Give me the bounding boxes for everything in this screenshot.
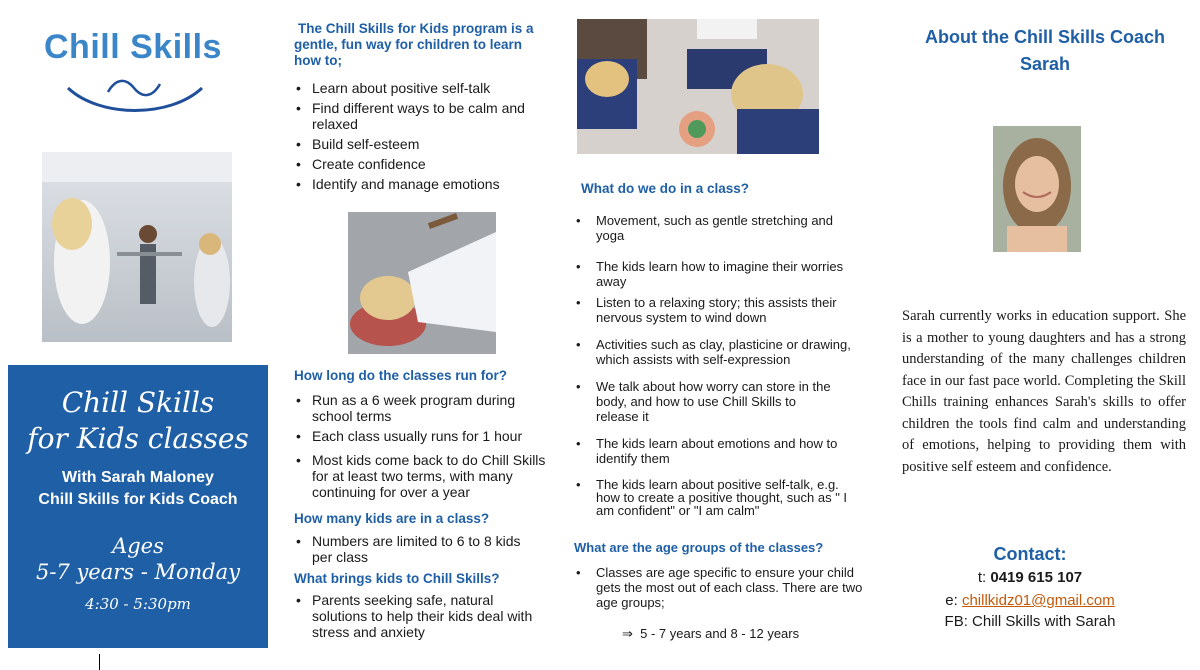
coach-bio: Sarah currently works in education support. She is a mother to young daughters and has a strong understanding of the many challenges children face in our fast pace world. Completing the Skill Chills training enhances Sarah's skills to offer children the tools find calm and understanding of emotions, helping to providing them with positive self esteem and confidence.: [902, 308, 1186, 475]
contact-title: Contact:: [993, 544, 1067, 564]
list-item: • The kids learn about positive self-talk, e.g. how to create a positive thought, such as " I am confident" or "I am calm": [574, 478, 864, 517]
contact-email: [880, 592, 1180, 609]
list-item: • Activities such as clay, plasticine or drawing, which assists with self-expression: [574, 337, 864, 367]
list-item: • Run as a 6 week program during school terms: [294, 392, 550, 424]
learn-list: [294, 80, 544, 196]
list-item: • The kids learn how to imagine their worries away: [574, 259, 864, 289]
brings-heading: What brings kids to Chill Skills?: [294, 571, 500, 586]
list-item: • Build self-esteem: [294, 136, 544, 152]
email-link[interactable]: chillkidz01@gmail.com: [961, 592, 1115, 609]
list-item: • Create confidence: [294, 156, 544, 172]
program-intro: The Chill Skills for Kids program is a gentle, fun way for children to learn how to;: [294, 21, 534, 68]
list-item: • Find different ways to be calm and relaxed: [294, 100, 544, 132]
class-activities-list: [574, 213, 864, 533]
about-title-line2: Sarah: [1019, 54, 1071, 74]
drawing-photo: [577, 19, 819, 154]
duration-heading: How long do the classes run for?: [294, 368, 508, 383]
list-item: • Each class usually runs for 1 hour: [294, 428, 550, 444]
list-item: • Numbers are limited to 6 to 8 kids per class: [294, 533, 544, 565]
list-item: • Most kids come back to do Chill Skills for at least two terms, with many continuing for over a year: [294, 452, 550, 500]
list-item: • Listen to a relaxing story; this assists their nervous system to wind down: [574, 295, 864, 325]
email-label: e:: [945, 592, 958, 609]
class-time: 4:30 - 5:30pm: [85, 595, 191, 613]
class-size-heading: How many kids are in a class?: [294, 511, 490, 526]
panel-title-line2: for Kids classes: [27, 422, 249, 455]
class-size-list: [294, 533, 544, 569]
stretching-photo: [42, 152, 232, 342]
contact-phone: [880, 569, 1180, 586]
contact-facebook: FB: Chill Skills with Sarah: [944, 613, 1116, 630]
age-groups-list: [574, 565, 866, 610]
age-groups-text: 5 - 7 years and 8 - 12 years: [640, 626, 800, 641]
panel-title-line1: Chill Skills: [61, 386, 215, 419]
phone-label: t:: [977, 569, 987, 586]
duration-list: [294, 392, 550, 504]
coach-name: With Sarah Maloney: [62, 469, 214, 486]
list-item: • We talk about how worry can store in the body, and how to use Chill Skills to release it: [574, 379, 864, 424]
class-info-panel: [8, 365, 268, 648]
about-title: [900, 24, 1190, 78]
list-item: • Movement, such as gentle stretching and yoga: [574, 213, 864, 243]
coach-role: Chill Skills for Kids Coach: [38, 491, 238, 508]
age-groups-value: [622, 626, 862, 642]
divider-tick: [99, 654, 100, 670]
ages-label: Ages: [112, 534, 164, 558]
class-activities-heading: What do we do in a class?: [581, 181, 750, 196]
list-item: • Parents seeking safe, natural solutions to help their kids deal with stress and anxiety: [294, 592, 550, 640]
wave-smile-icon: [60, 66, 210, 116]
relaxing-photo: [348, 212, 496, 354]
age-groups-heading: What are the age groups of the classes?: [574, 540, 824, 555]
list-item: • Identify and manage emotions: [294, 176, 544, 192]
logo-text: Chill Skills: [44, 28, 222, 66]
brings-list: [294, 592, 550, 644]
list-item: • The kids learn about emotions and how to identify them: [574, 436, 864, 466]
arrow-icon: ⇒: [622, 626, 633, 641]
list-item: • Learn about positive self-talk: [294, 80, 544, 96]
list-item: • Classes are age specific to ensure your child gets the most out of each class. There are two age groups;: [574, 565, 866, 610]
phone-number: 0419 615 107: [990, 569, 1083, 586]
coach-portrait: [993, 126, 1081, 252]
ages-value: 5-7 years - Monday: [35, 560, 241, 584]
about-title-line1: About the Chill Skills Coach: [924, 27, 1166, 47]
